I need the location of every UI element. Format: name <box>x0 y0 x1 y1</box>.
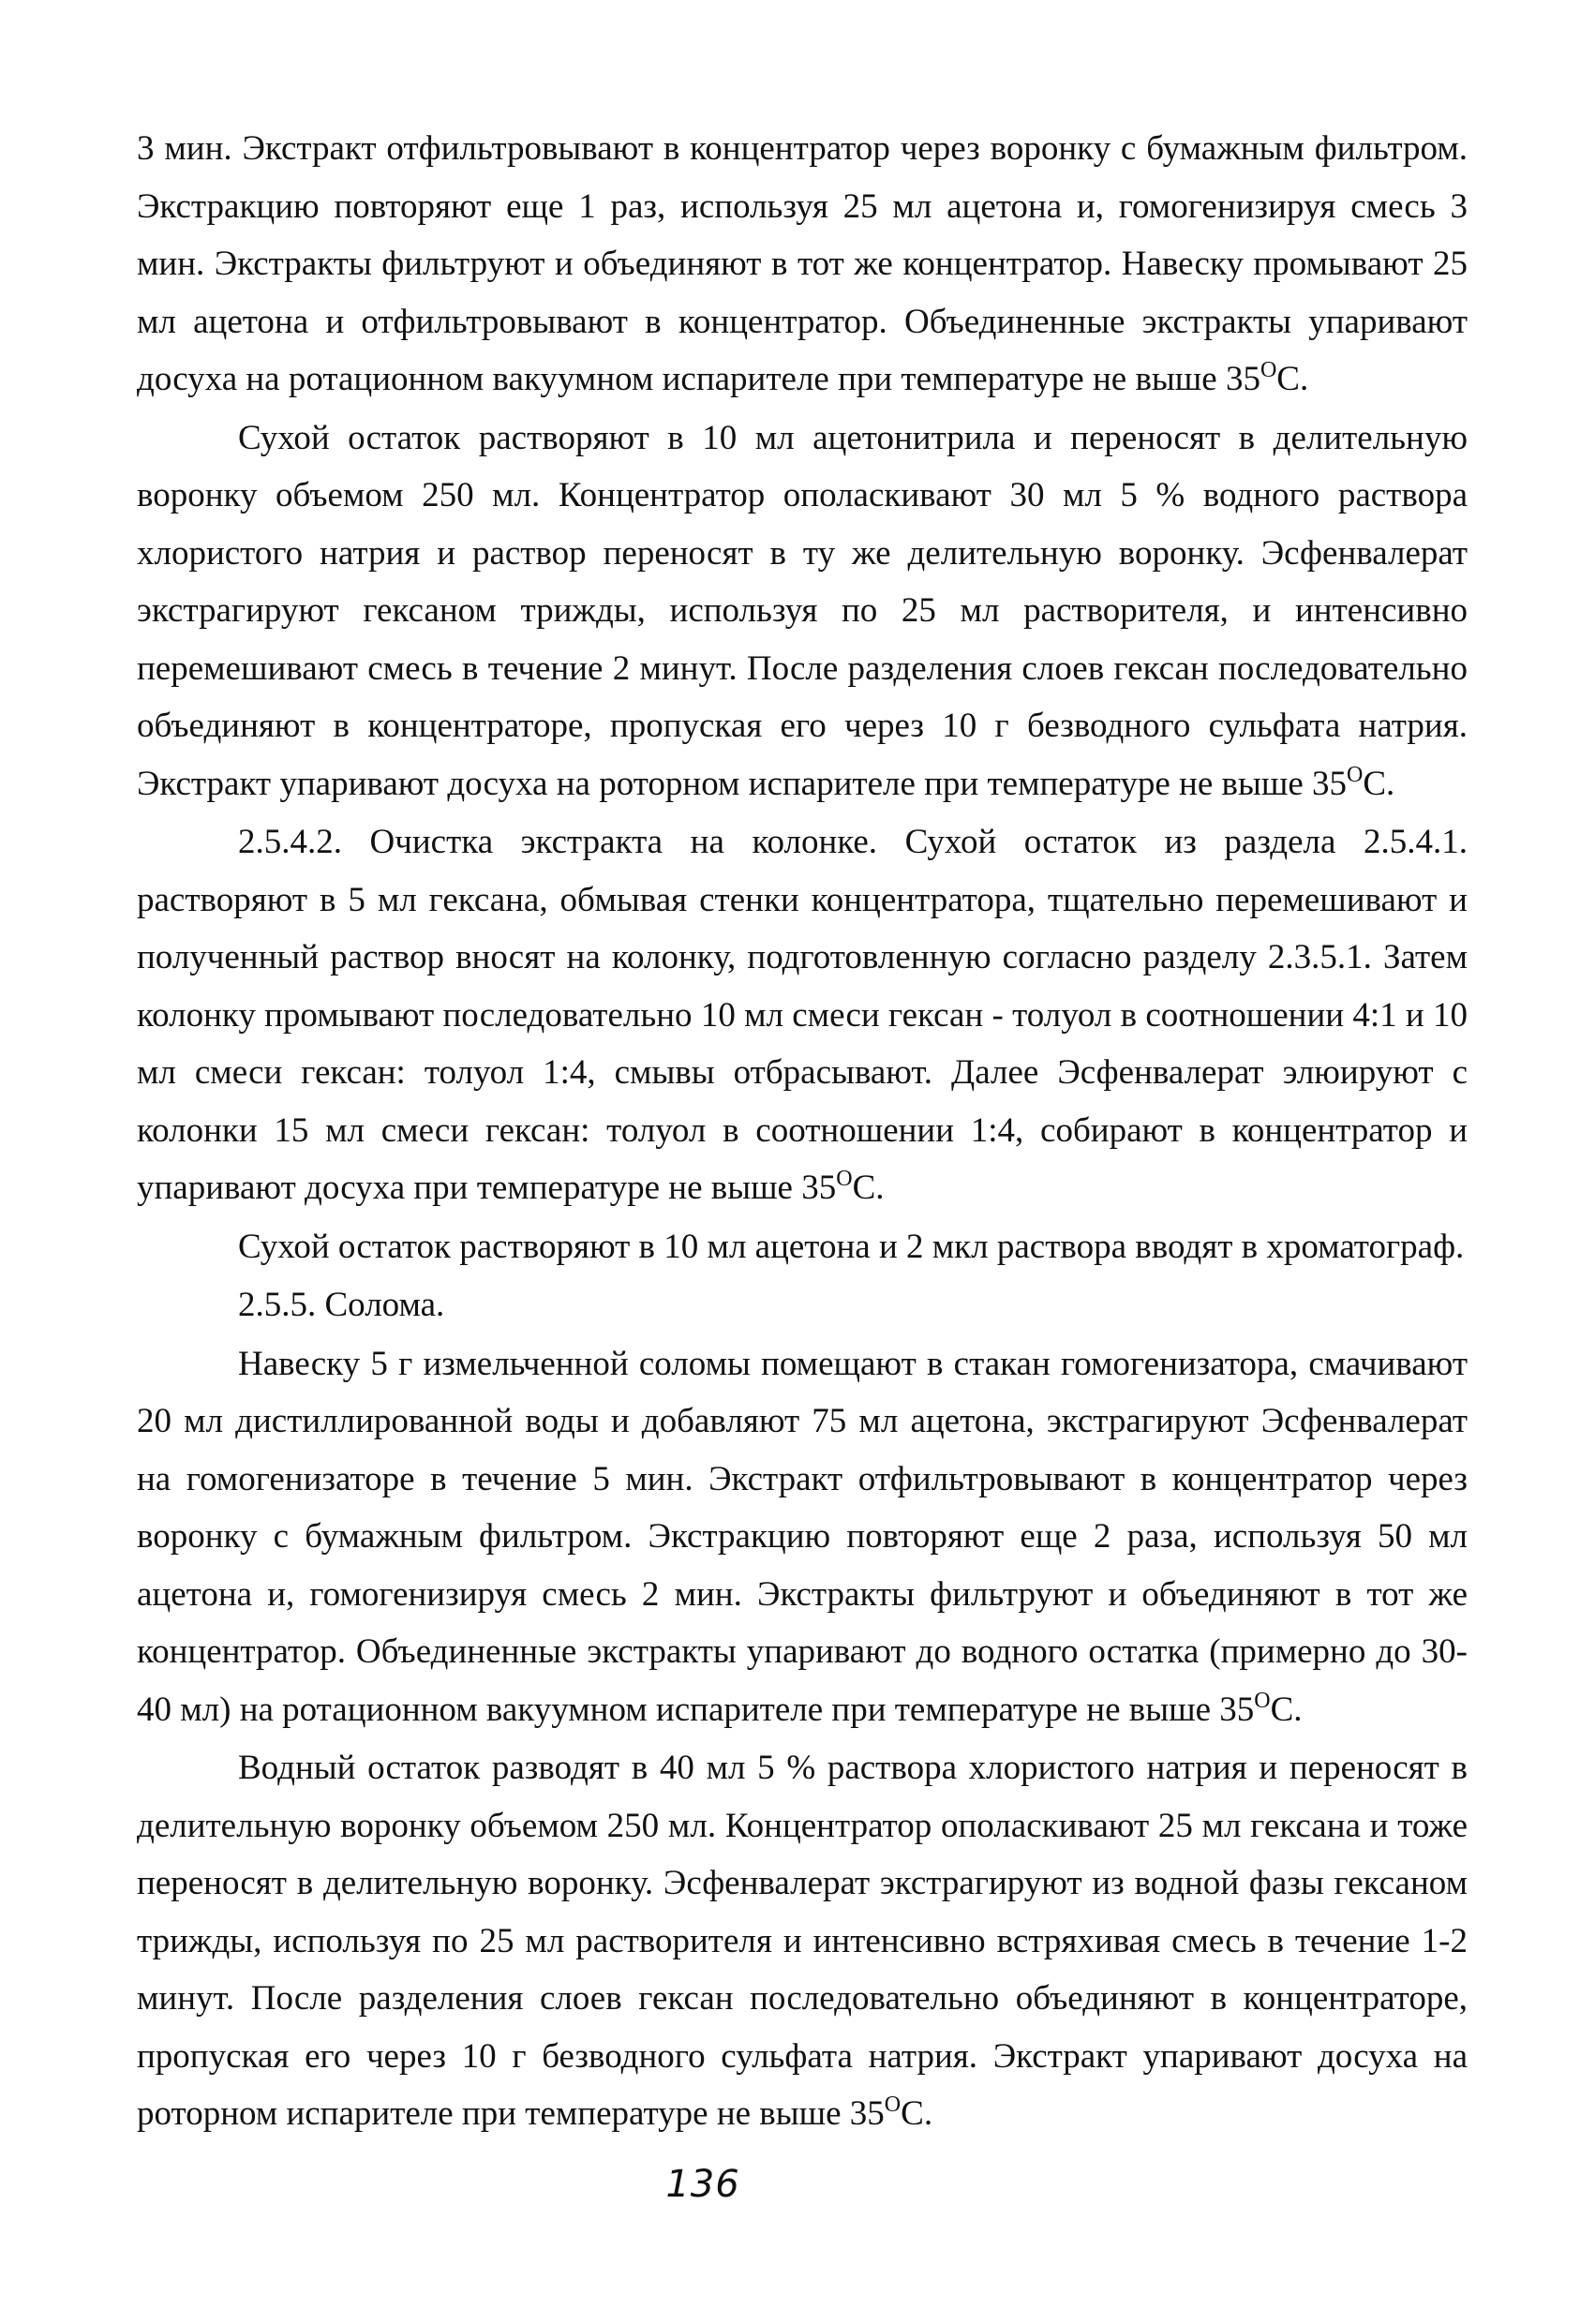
degree-mark: O <box>884 2093 902 2117</box>
paragraph-text: Навеску 5 г измельченной соломы помещают в стакан гомогенизатора, смачивают 20 мл дистиллированной воды и добавляют 75 мл ацетона, экстрагируют Эсфенвалерат на гомогенизаторе в течение 5 мин. Экстракт отфильтровывают в концентратор через воронку с бумажным фильтром. Экстракцию повторяют еще 2 раза, используя 50 мл ацетона и, гомогенизируя смесь 2 мин. Экстракты фильтруют и объединяют в тот же концентратор. Объединенные экстракты упаривают до водного остатка (примерно до 30-40 мл) на ротационном вакуумном испарителе при температуре не выше 35 <box>137 1344 1468 1729</box>
paragraph-tail: C. <box>1363 764 1395 803</box>
paragraph-3 <box>137 813 1468 1217</box>
page-number: 136 <box>665 2163 740 2206</box>
paragraph-text: Водный остаток разводят в 40 мл 5 % раствора хлористого натрия и переносят в делительную воронку объемом 250 мл. Концентратор ополаскивают 25 мл гексана и тоже переносят в делительную воронку. Эсфенвалерат экстрагируют из водной фазы гексаном трижды, используя по 25 мл растворителя и интенсивно встряхивая смесь в течение 1-2 минут. После разделения слоев гексан последовательно объединяют в концентраторе, пропуская его через 10 г безводного сульфата натрия. Экстракт упаривают досуха на роторном испарителе при температуре не выше 35 <box>137 1749 1468 2133</box>
paragraph-text: Сухой остаток растворяют в 10 мл ацетонитрила и переносят в делительную воронку объемом 250 мл. Концентратор ополаскивают 30 мл 5 % водного раствора хлористого натрия и раствор переносят в ту же делительную воронку. Эсфенвалерат экстрагируют гексаном трижды, используя по 25 мл растворителя, и интенсивно перемешивают смесь в течение 2 минут. После разделения слоев гексан последовательно объединяют в концентраторе, пропуская его через 10 г безводного сульфата натрия. Экстракт упаривают досуха на роторном испарителе при температуре не выше 35 <box>137 418 1468 803</box>
section-heading-straw <box>137 1276 1468 1334</box>
document-page <box>137 120 1468 2143</box>
degree-mark: O <box>1347 762 1364 787</box>
degree-mark: O <box>836 1167 853 1191</box>
paragraph-6 <box>137 1335 1468 1739</box>
paragraph-7 <box>137 1739 1468 2143</box>
paragraph-tail: C. <box>1276 360 1309 398</box>
paragraph-tail: C. <box>852 1169 885 1207</box>
degree-mark: O <box>1260 358 1277 382</box>
paragraph-text: Сухой остаток растворяют в 10 мл ацетона и 2 мкл раствора вводят в хроматограф. <box>238 1227 1465 1266</box>
paragraph-tail: C. <box>901 2094 933 2133</box>
degree-mark: O <box>1254 1688 1271 1713</box>
paragraph-4 <box>137 1218 1468 1276</box>
paragraph-1 <box>137 120 1468 409</box>
paragraph-2 <box>137 410 1468 813</box>
paragraph-text: 3 мин. Экстракт отфильтровывают в концентратор через воронку с бумажным фильтром. Экстракцию повторяют еще 1 раз, используя 25 мл ацетона и, гомогенизируя смесь 3 мин. Экстракты фильтруют и объединяют в тот же концентратор. Навеску промывают 25 мл ацетона и отфильтровывают в концентратор. Объединенные экстракты упаривают досуха на ротационном вакуумном испарителе при температуре не выше 35 <box>137 129 1468 398</box>
paragraph-tail: C. <box>1270 1690 1303 1729</box>
paragraph-text: 2.5.5. Солома. <box>238 1286 445 1324</box>
paragraph-text: 2.5.4.2. Очистка экстракта на колонке. Сухой остаток из раздела 2.5.4.1. растворяют в 5 мл гексана, обмывая стенки концентратора, тщательно перемешивают и полученный раствор вносят на колонку, подготовленную согласно разделу 2.3.5.1. Затем колонку промывают последовательно 10 мл смеси гексан - толуол в соотношении 4:1 и 10 мл смеси гексан: толуол 1:4, смывы отбрасывают. Далее Эсфенвалерат элюируют с колонки 15 мл смеси гексан: толуол в соотношении 1:4, собирают в концентратор и упаривают досуха при температуре не выше 35 <box>137 823 1468 1207</box>
